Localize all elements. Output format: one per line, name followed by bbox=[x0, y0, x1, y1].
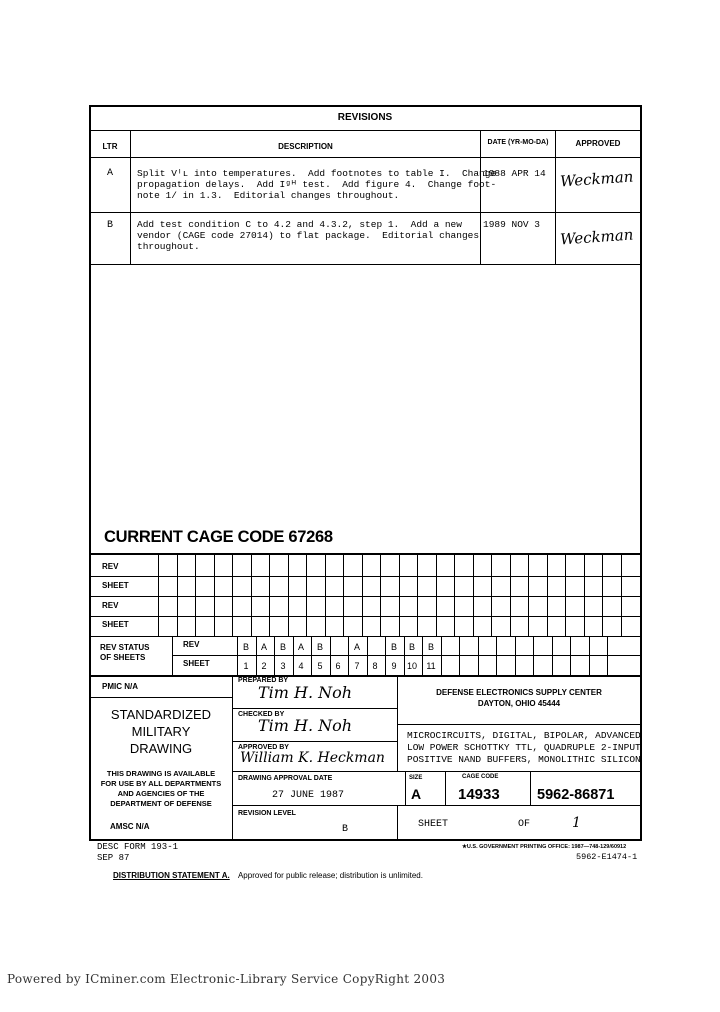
grid-divider bbox=[547, 553, 548, 636]
grid-divider bbox=[232, 553, 233, 636]
grid-divider bbox=[306, 553, 307, 636]
sheet-cell: 10 bbox=[406, 661, 417, 671]
rev-status-label: REV STATUS OF SHEETS bbox=[100, 643, 150, 662]
grid-divider bbox=[528, 553, 529, 636]
grid-divider bbox=[570, 636, 571, 675]
current-cage-code-banner: CURRENT CAGE CODE 67268 bbox=[104, 528, 333, 546]
rev-cell: B bbox=[390, 642, 397, 652]
form-line-2: SEP 87 bbox=[97, 853, 130, 863]
sheet-cell: 7 bbox=[354, 661, 360, 671]
rev-label: REV bbox=[102, 562, 119, 571]
powered-by-footer: Powered by ICminer.com Electronic-Library Service CopyRight 2003 bbox=[7, 972, 446, 986]
sheet-cell: 4 bbox=[298, 661, 304, 671]
approval-signature: Weckman bbox=[559, 225, 634, 249]
grid-divider bbox=[195, 553, 196, 636]
approval-signature: Weckman bbox=[559, 167, 634, 191]
grid-divider bbox=[621, 553, 622, 636]
distribution-label: DISTRIBUTION STATEMENT A. bbox=[113, 871, 230, 880]
sheet-cell: 3 bbox=[280, 661, 286, 671]
grid-divider bbox=[214, 553, 215, 636]
agency-name: DEFENSE ELECTRONICS SUPPLY CENTER DAYTON, OHIO 45444 bbox=[436, 688, 602, 708]
revision-level: B bbox=[342, 824, 349, 835]
revision-level-label: REVISION LEVEL bbox=[238, 810, 296, 817]
rev-label: REV bbox=[102, 601, 119, 610]
grid-divider bbox=[436, 553, 437, 636]
grid-divider bbox=[584, 553, 585, 636]
revisions-title: REVISIONS bbox=[337, 112, 393, 123]
grid-divider bbox=[602, 553, 603, 636]
sheet-label: SHEET bbox=[102, 620, 129, 629]
distribution-statement bbox=[113, 871, 423, 880]
approved-header: APPROVED bbox=[575, 139, 621, 148]
grid-divider bbox=[343, 553, 344, 636]
grid-divider bbox=[496, 636, 497, 675]
sheet-cell: 2 bbox=[261, 661, 267, 671]
checked-by-signature: Tim H. Noh bbox=[258, 716, 353, 735]
grid-divider bbox=[288, 553, 289, 636]
prepared-by-label: PREPARED BY bbox=[238, 677, 289, 684]
rev-cell: B bbox=[427, 642, 434, 652]
standardized-military-drawing: STANDARDIZED MILITARY DRAWING bbox=[110, 707, 212, 756]
rev-label: REV bbox=[183, 640, 200, 649]
availability-statement: THIS DRAWING IS AVAILABLE FOR USE BY ALL DEPARTMENTS AND AGENCIES OF THE DEPARTMENT OF DEFENSE bbox=[100, 769, 222, 808]
revision-description: Split Vᴵʟ into temperatures. Add footnotes to table I. Change propagation delays. Add Iᵍᴴ test. Add figure 4. Change foot- note 1/ in 1.3. Editorial changes throughout. bbox=[137, 168, 497, 201]
grid-divider bbox=[158, 553, 159, 636]
sheet-cell: 11 bbox=[426, 661, 436, 671]
grid-divider bbox=[473, 553, 474, 636]
rev-cell: A bbox=[353, 642, 360, 652]
pmic-label: PMIC N/A bbox=[102, 682, 138, 691]
grid-divider bbox=[478, 636, 479, 675]
grid-divider bbox=[177, 553, 178, 636]
sheet-cell: 1 bbox=[243, 661, 249, 671]
grid-divider bbox=[454, 553, 455, 636]
form-code: 5962-E1474-1 bbox=[576, 852, 638, 862]
rev-cell: B bbox=[242, 642, 249, 652]
rev-cell: B bbox=[408, 642, 415, 652]
sheet-label: SHEET bbox=[102, 581, 129, 590]
cage-code-value: 14933 bbox=[458, 786, 500, 803]
grid-divider bbox=[380, 553, 381, 636]
sheet-cell: 6 bbox=[335, 661, 341, 671]
sheet-cell: 5 bbox=[317, 661, 323, 671]
distribution-text: Approved for public release; distribution is unlimited. bbox=[237, 871, 423, 880]
approval-date-label: DRAWING APPROVAL DATE bbox=[238, 775, 333, 782]
date-header: DATE (YR-MO-DA) bbox=[487, 139, 549, 146]
grid-divider bbox=[510, 553, 511, 636]
checked-by-label: CHECKED BY bbox=[238, 711, 285, 718]
sheet-cell: 9 bbox=[391, 661, 397, 671]
ltr-header: LTR bbox=[102, 142, 118, 151]
grid-divider bbox=[251, 553, 252, 636]
grid-divider bbox=[515, 636, 516, 675]
grid-divider bbox=[441, 636, 442, 675]
rev-cell: A bbox=[297, 642, 304, 652]
approved-by-label: APPROVED BY bbox=[238, 744, 289, 751]
grid-divider bbox=[325, 553, 326, 636]
of-label: OF bbox=[518, 819, 531, 830]
description-header: DESCRIPTION bbox=[278, 142, 333, 151]
gpo-imprint: ★U.S. GOVERNMENT PRINTING OFFICE: 1987—748-129/60912 bbox=[462, 844, 627, 850]
grid-divider bbox=[565, 553, 566, 636]
approval-date: 27 JUNE 1987 bbox=[272, 790, 345, 801]
approved-by-signature: William K. Heckman bbox=[240, 750, 385, 766]
cage-code-label: CAGE CODE bbox=[462, 774, 499, 780]
grid-divider bbox=[589, 636, 590, 675]
drawing-number: 5962-86871 bbox=[537, 787, 615, 803]
form-line-1: DESC FORM 193-1 bbox=[97, 842, 179, 852]
grid-divider bbox=[459, 636, 460, 675]
grid-divider bbox=[417, 553, 418, 636]
sheet-cell: 8 bbox=[372, 661, 378, 671]
grid-divider bbox=[399, 553, 400, 636]
rev-cell: A bbox=[260, 642, 267, 652]
grid-divider bbox=[491, 553, 492, 636]
grid-divider bbox=[607, 636, 608, 675]
rev-cell: B bbox=[279, 642, 286, 652]
grid-divider bbox=[269, 553, 270, 636]
grid-divider bbox=[552, 636, 553, 675]
sheet-number: 1 bbox=[572, 815, 581, 831]
rev-cell: B bbox=[316, 642, 323, 652]
sheet-label: SHEET bbox=[183, 659, 210, 668]
revision-date: 1989 NOV 3 bbox=[483, 219, 541, 230]
revision-letter: A bbox=[106, 168, 113, 179]
revision-date: 1988 APR 14 bbox=[483, 168, 546, 179]
prepared-by-signature: Tim H. Noh bbox=[258, 683, 353, 702]
form-number bbox=[97, 842, 178, 864]
size-label: SIZE bbox=[409, 775, 423, 781]
sheet-label: SHEET bbox=[418, 819, 449, 830]
size-value: A bbox=[411, 786, 422, 802]
amsc-label: AMSC N/A bbox=[110, 822, 150, 831]
revision-letter: B bbox=[106, 220, 113, 231]
drawing-title: MICROCIRCUITS, DIGITAL, BIPOLAR, ADVANCED LOW POWER SCHOTTKY TTL, QUADRUPLE 2-INPUT POSITIVE NAND BUFFERS, MONOLITHIC SILICON bbox=[407, 730, 641, 765]
grid-divider bbox=[362, 553, 363, 636]
revision-description: Add test condition C to 4.2 and 4.3.2, step 1. Add a new vendor (CAGE code 27014) to flat package. Editorial changes throughout. bbox=[137, 219, 480, 252]
grid-divider bbox=[533, 636, 534, 675]
